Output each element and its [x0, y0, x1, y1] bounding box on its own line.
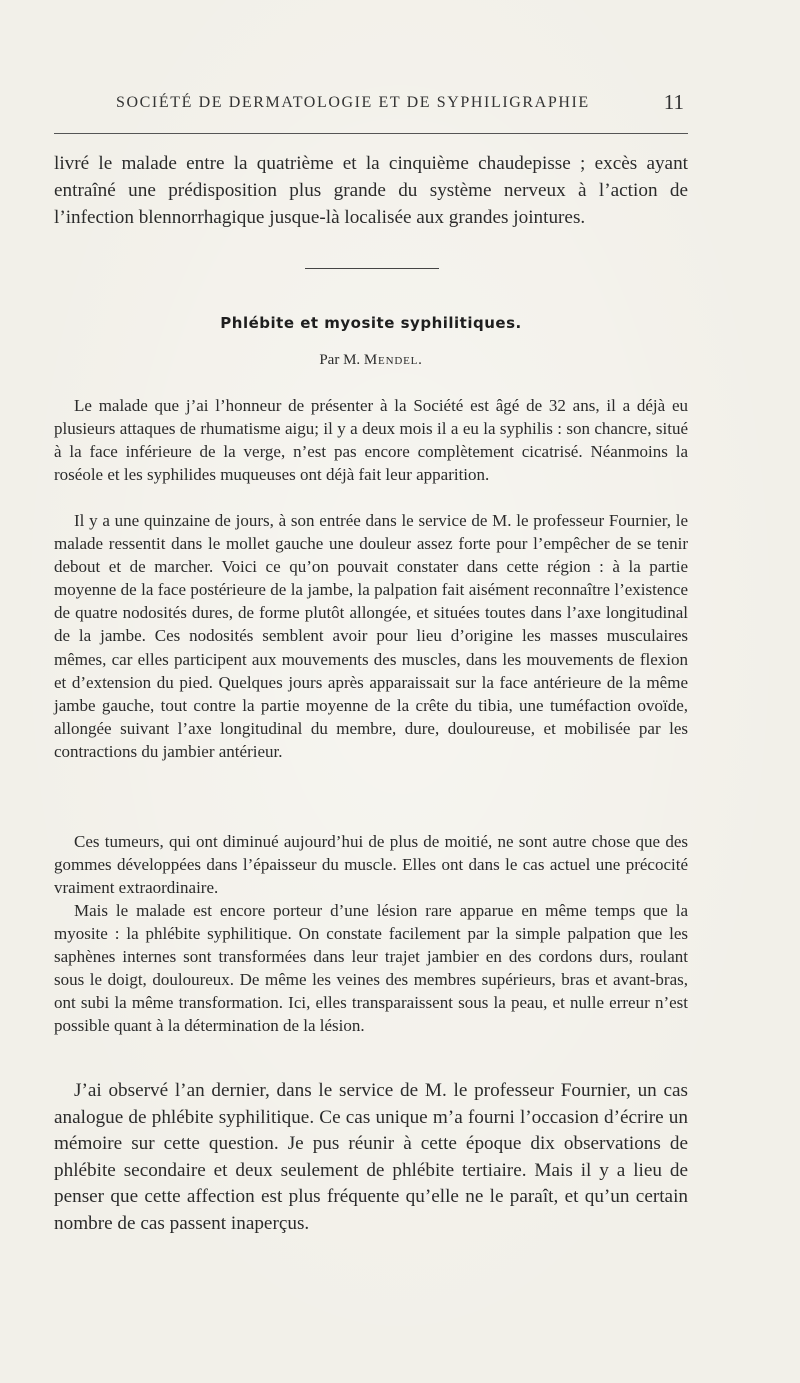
running-head [54, 92, 688, 120]
paragraph-1: Le malade que j’ai l’honneur de présenter à la Société est âgé de 32 ans, il a déjà eu plusieurs attaques de rhumatisme aigu; il y a deux mois il a eu la syphilis : son chancre, situé à la face inférieure de la verge, n’est pas encore complètement cicatrisé. Néanmoins la roséole et les syphilides muqueuses ont déjà fait leur apparition. [54, 396, 688, 485]
byline-prefix: Par M. [319, 352, 361, 368]
paragraph-2: Il y a une quinzaine de jours, à son entrée dans le service de M. le professeur Fournier, le malade ressentit dans le mollet gauche une douleur assez forte pour l’empêcher de se tenir debout et de marcher. Voici ce qu’on pouvait constater dans cette région : à la partie moyenne de la face postérieure de la jambe, la palpation fait aisément reconnaître l’existence de quatre nodosités dures, de forme plutôt allongée, et situées toutes dans l’axe longitudinal de la jambe. Ces nodosités semblent avoir pour lieu d’origine les masses musculaires mêmes, car elles participent aux mouvements des muscles, dans les mouvements de flexion et d’extension du pied. Quelques jours après apparaissait sur la face antérieure de la même jambe gauche, tout contre la partie moyenne de la crête du tibia, une tuméfaction ovoïde, allongée suivant l’axe longitudinal du membre, dure, douloureuse, et mobilisée par les contractions du jambier antérieur. [54, 511, 688, 761]
paragraph-4: Mais le malade est encore porteur d’une lésion rare apparue en même temps que la myosite : la phlébite syphilitique. On constate facilement par la simple palpation que les saphènes internes sont transformées dans leur trajet jambier en des cordons durs, roulant sous le doigt, douloureux. De même les veines des membres supérieurs, bras et avant-bras, ont subi la même transformation. Ici, elles transparaissent sous la peau, et nulle erreur n’est possible quant à la détermination de la lésion. [54, 901, 688, 1036]
header-rule [54, 133, 688, 134]
paragraph-3: Ces tumeurs, qui ont diminué aujourd’hui de plus de moitié, ne sont autre chose que des gommes développées dans l’épaisseur du muscle. Elles ont dans le cas actuel une précocité vraiment extraordinaire. [54, 832, 688, 898]
closing-paragraph: J’ai observé l’an dernier, dans le service de M. le professeur Fournier, un cas analogue de phlébite syphilitique. Ce cas unique m’a fourni l’occasion d’écrire un mémoire sur cette question. Je pus réunir à cette époque dix observations de phlébite secondaire et deux seulement de phlébite tertiaire. Mais il y a lieu de penser que cette affection est plus fréquente qu’elle ne le paraît, et qu’un certain nombre de cas passent inaperçus. [54, 1080, 688, 1234]
section-separator [305, 268, 439, 269]
running-title: SOCIÉTÉ DE DERMATOLOGIE ET DE SYPHILIGRAPHIE [116, 94, 590, 111]
byline [54, 352, 688, 369]
article-title: Phlébite et myosite syphilitiques. [220, 314, 522, 332]
page-number: 11 [663, 90, 684, 114]
author-name: Mendel. [363, 352, 423, 368]
continuation-paragraph: livré le malade entre la quatrième et la cinquième chaudepisse ; excès ayant entraîné une prédisposition plus grande du système nerveux à l’action de l’infection blennorrhagique jusque-là localisée aux grandes jointures. [54, 153, 688, 228]
